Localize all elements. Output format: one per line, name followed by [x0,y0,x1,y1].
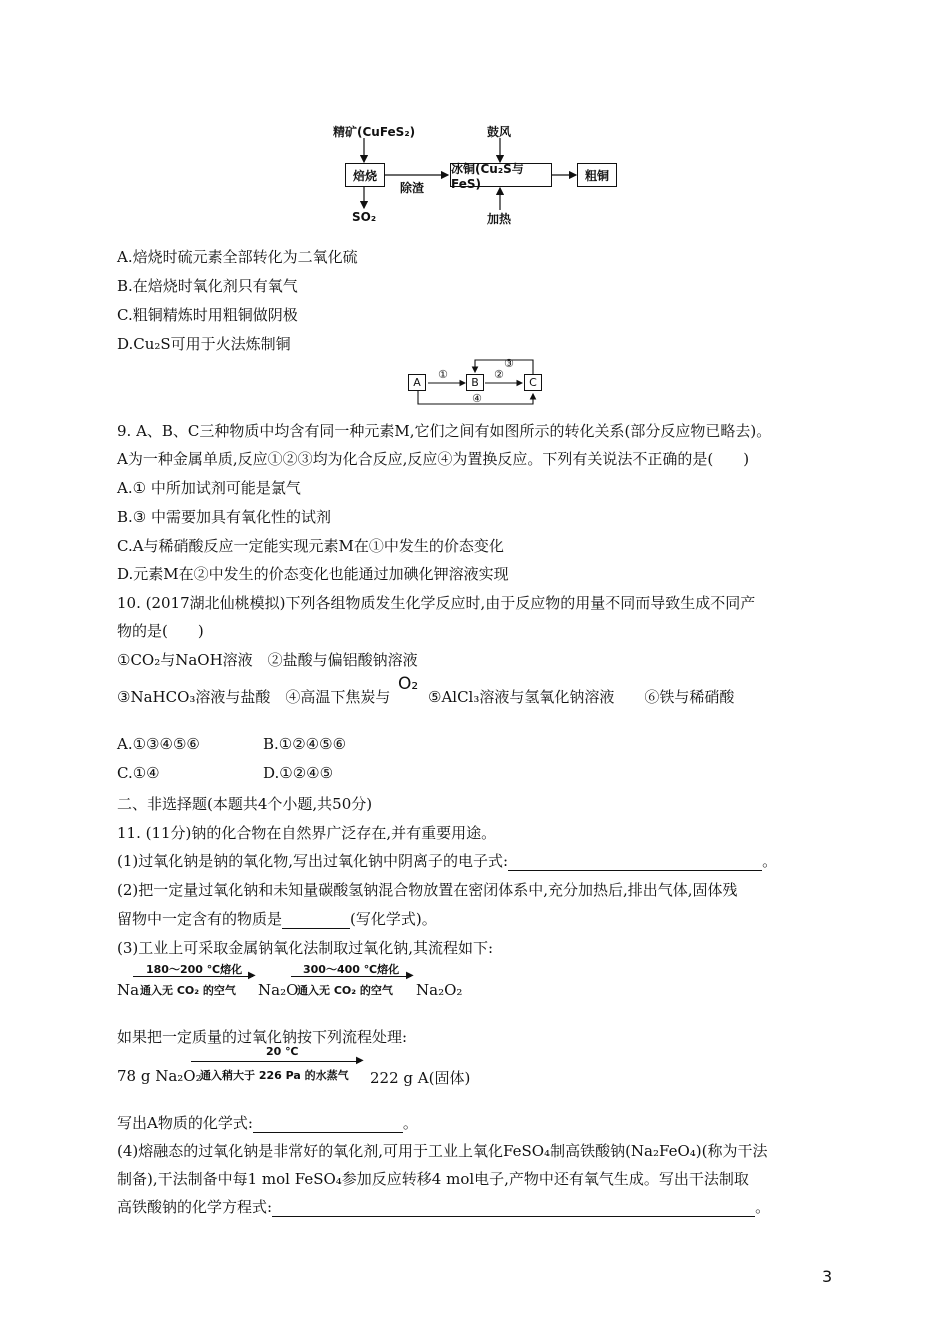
q11-part1-text: (1)过氧化钠是钠的氧化物,写出过氧化钠中阴离子的电子式: [117,852,509,870]
q11-part2-line2 [117,908,437,929]
q10-option-d: D.①②④⑤ [263,764,334,782]
q11-answer-blank-2[interactable] [282,913,350,929]
flow2-arrow [191,1061,361,1062]
q10-items-row2b: ⑤AlCl₃溶液与氢氧化钠溶液 ⑥铁与稀硝酸 [428,688,735,706]
q11-part1-period: 。 [762,852,778,870]
q10-stem-line1: 10. (2017湖北仙桃模拟)下列各组物质发生化学反应时,由于反应物的用量不同而导致生成不同产 [117,594,756,612]
q11-part2-tail: (写化学式)。 [350,910,437,928]
q8-option-d: D.Cu₂S可用于火法炼制铜 [117,335,291,353]
q11-part3-question-text: 写出A物质的化学式: [117,1114,253,1132]
q10-option-a: A.①③④⑤⑥ [117,735,200,753]
flow1-na: Na [117,981,140,999]
q10-option-c: C.①④ [117,764,160,782]
q9-stem-line1: 9. A、B、C三种物质中均含有同一种元素M,它们之间有如图所示的转化关系(部分反应物已略去)。 [117,422,772,440]
q11-part4-line3 [117,1196,770,1217]
q10-items-row2a: ③NaHCO₃溶液与盐酸 ④高温下焦炭与 [117,688,391,706]
matte-box: 冰铜(Cu₂S与FeS) [450,163,552,187]
q11-part4-period: 。 [755,1198,771,1216]
so2-label: SO₂ [352,210,377,224]
q11-part4-line2: 制备),干法制备中每1 mol FeSO₄参加反应转移4 mol电子,产物中还有氧气生成。写出干法制取 [117,1170,749,1188]
page-number: 3 [822,1267,833,1286]
slag-label: 除渣 [400,181,425,195]
q10-items-row1: ①CO₂与NaOH溶液 ②盐酸与偏铝酸钠溶液 [117,651,418,669]
flow2-start: 78 g Na₂O₂ [117,1067,202,1085]
q8-option-b: B.在焙烧时氧化剂只有氧气 [117,277,298,295]
q10-stem-line2: 物的是( ) [117,622,204,640]
blast-label: 鼓风 [487,125,512,139]
crude-copper-box: 粗铜 [577,163,617,187]
q11-answer-blank-3[interactable] [253,1117,403,1133]
flow1-arrow1-head: ▶ [248,970,256,981]
q11-title: 11. (11分)钠的化合物在自然界广泛存在,并有重要用途。 [117,824,497,842]
node-a: A [408,374,426,391]
flow1-cond2-top: 300～400 ℃熔化 [303,963,400,976]
ore-label: 精矿(CuFeS₂) [333,125,416,139]
q9-option-d: D.元素M在②中发生的价态变化也能通过加碘化钾溶液实现 [117,565,509,583]
q9-option-a: A.① 中所加试剂可能是氯气 [117,479,301,497]
q11-part2-text: 留物中一定含有的物质是 [117,910,283,928]
reaction-2-label: ② [494,368,504,381]
q9-stem-line2: A为一种金属单质,反应①②③均为化合反应,反应④为置换反应。下列有关说法不正确的是( ) [117,450,750,468]
flow1-arrow1 [133,976,253,977]
flow1-na2o2: Na₂O₂ [416,981,463,999]
flow1-na2o: Na₂O [258,981,299,999]
section-title: 二、非选择题(本题共4个小题,共50分) [117,795,373,813]
flow2-cond-top: 20 ℃ [266,1045,299,1058]
q11-part2-line1: (2)把一定量过氧化钠和未知量碳酸氢钠混合物放置在密闭体系中,充分加热后,排出气体,固体残 [117,881,738,899]
reaction-4-label: ④ [472,392,482,405]
flow2-end: 222 g A(固体) [370,1069,471,1087]
flow2-cond-bottom: 通入稍大于 226 Pa 的水蒸气 [200,1069,349,1082]
node-b: B [466,374,484,391]
q10-o2: O₂ [398,674,419,694]
flow1-cond1-top: 180～200 ℃熔化 [146,963,243,976]
reaction-1-label: ① [438,368,448,381]
flow1-arrow2-head: ▶ [406,970,414,981]
q11-part1 [117,850,777,871]
q11-part3-period: 。 [402,1114,418,1132]
q11-part4-line1: (4)熔融态的过氧化钠是非常好的氧化剂,可用于工业上氧化FeSO₄制高铁酸钠(Na₂FeO₄)(称为干法 [117,1142,768,1160]
q11-part3: (3)工业上可采取金属钠氧化法制取过氧化钠,其流程如下: [117,939,494,957]
q11-part3-question [117,1112,418,1133]
q11-part4-text: 高铁酸钠的化学方程式: [117,1198,273,1216]
q11-part3-flow2-intro: 如果把一定质量的过氧化钠按下列流程处理: [117,1028,408,1046]
q9-option-c: C.A与稀硝酸反应一定能实现元素M在①中发生的价态变化 [117,537,504,555]
roast-box: 焙烧 [345,163,385,187]
q10-option-b: B.①②④⑤⑥ [263,735,347,753]
reaction-3-label: ③ [504,357,514,370]
heat-label: 加热 [487,212,512,226]
q9-option-b: B.③ 中需要加具有氧化性的试剂 [117,508,332,526]
q8-option-a: A.焙烧时硫元素全部转化为二氧化硫 [117,248,358,266]
flow1-cond1-bottom: 通入无 CO₂ 的空气 [140,984,236,997]
flow1-cond2-bottom: 通入无 CO₂ 的空气 [297,984,393,997]
flow1-arrow2 [291,976,411,977]
flow2-arrow-head: ▶ [356,1055,364,1066]
node-c: C [524,374,542,391]
q8-option-c: C.粗铜精炼时用粗铜做阴极 [117,306,298,324]
q11-answer-blank-4[interactable] [272,1201,755,1217]
q11-answer-blank-1[interactable] [508,855,762,871]
